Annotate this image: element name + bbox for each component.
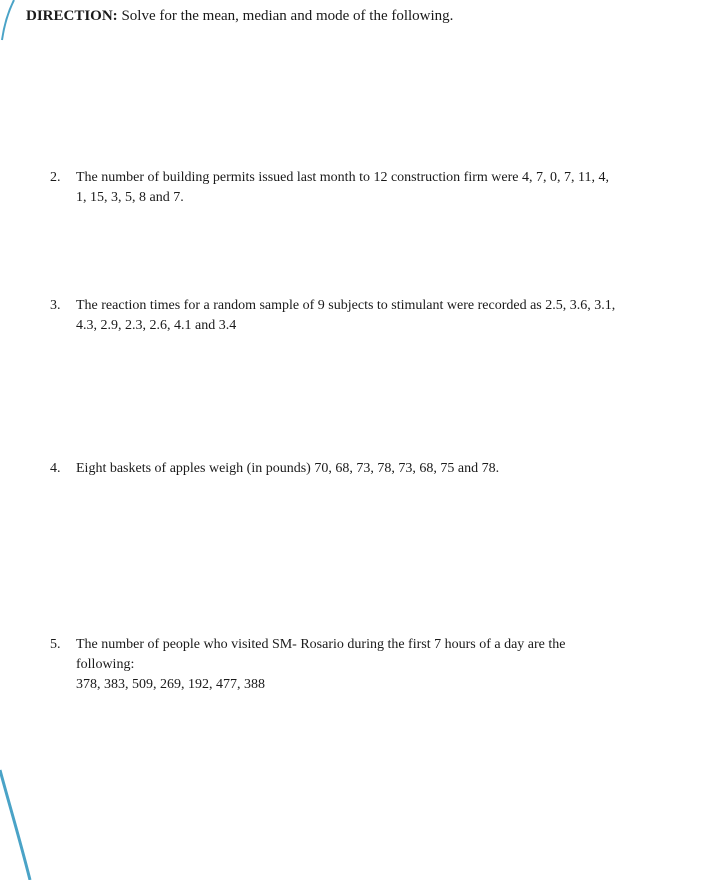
direction-label: DIRECTION: [26, 8, 118, 24]
problem-line: following: [76, 657, 135, 672]
problem-text [76, 168, 710, 208]
problem-line: 378, 383, 509, 269, 192, 477, 388 [76, 677, 265, 692]
top-left-curve-line [2, 0, 14, 40]
problem-text [76, 296, 710, 336]
problem-item-5 [50, 635, 710, 695]
problem-line: The number of building permits issued last month to 12 construction firm were 4, 7, 0, 7, 11, 4, [76, 170, 609, 185]
problem-number: 2. [50, 170, 61, 185]
problem-line: 1, 15, 3, 5, 8 and 7. [76, 190, 184, 205]
problem-item-3 [50, 296, 710, 336]
problem-line: 4.3, 2.9, 2.3, 2.6, 4.1 and 3.4 [76, 318, 237, 333]
direction-text: Solve for the mean, median and mode of the following. [121, 8, 454, 24]
problem-number: 5. [50, 637, 61, 652]
problem-number: 4. [50, 461, 61, 476]
problem-line: The reaction times for a random sample of 9 subjects to stimulant were recorded as 2.5, 3.6, 3.1, [76, 298, 616, 313]
problem-item-4 [50, 459, 710, 479]
bottom-left-curve-line [0, 770, 30, 880]
direction-heading [26, 6, 453, 26]
problem-line: Eight baskets of apples weigh (in pounds) 70, 68, 73, 78, 73, 68, 75 and 78. [76, 461, 500, 476]
problem-text [76, 459, 710, 479]
problem-number: 3. [50, 298, 61, 313]
problem-line: The number of people who visited SM- Rosario during the first 7 hours of a day are the [76, 637, 566, 652]
problem-text [76, 635, 710, 695]
problem-item-2 [50, 168, 710, 208]
